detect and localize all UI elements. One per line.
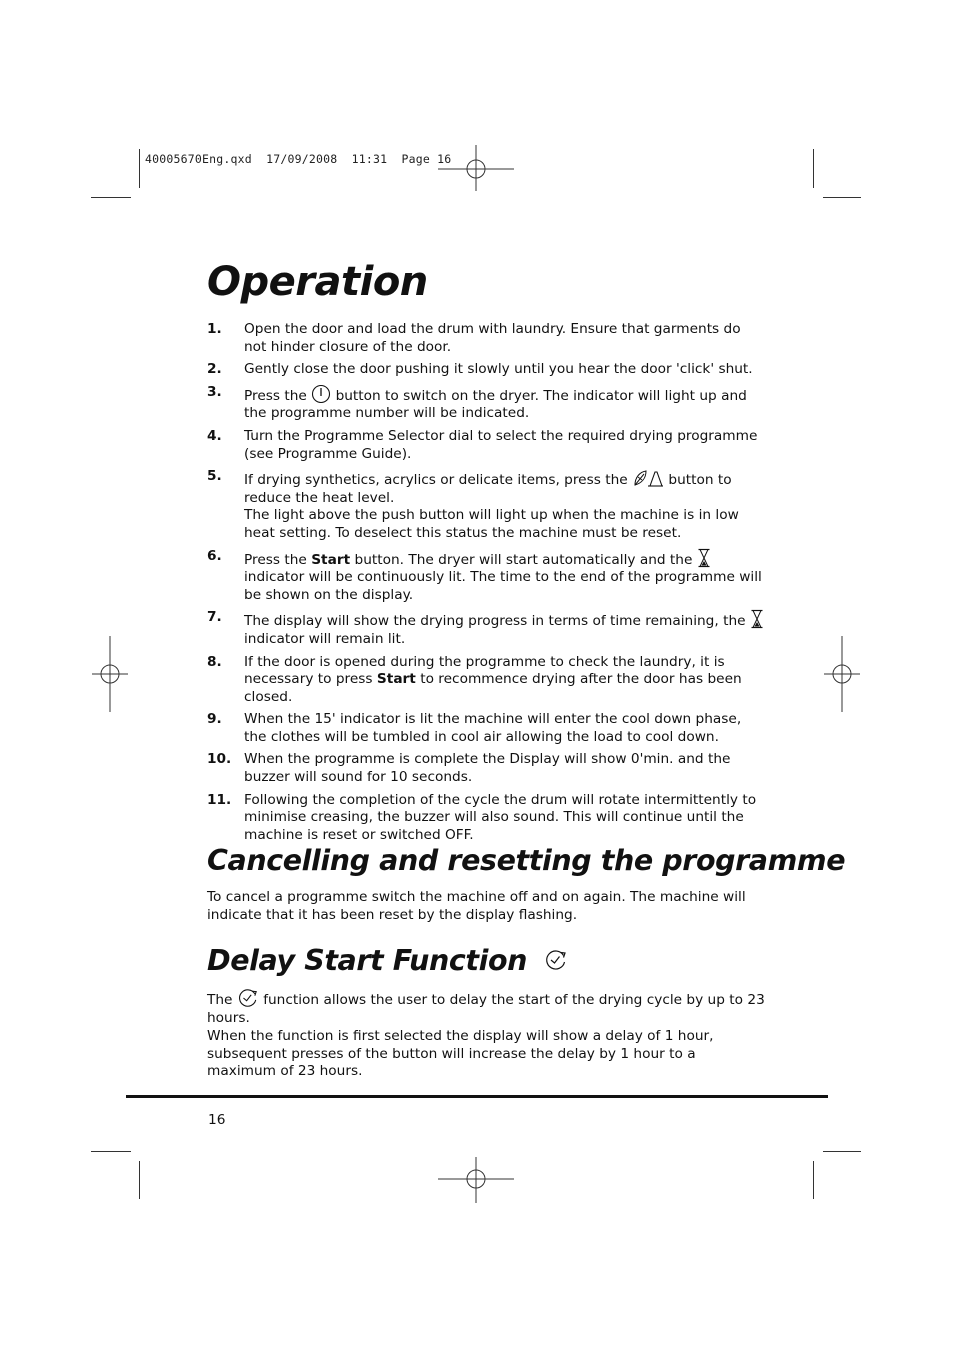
delay-text-2: When the function is first selected the display will show a delay of 1 hour, subsequent presses of the button will increase the delay by 1 hour to a maximum of 23 hours. — [207, 1028, 714, 1080]
step-number: 4. — [207, 427, 222, 444]
step-number: 3. — [207, 383, 222, 400]
step-text: The display will show the drying progress in terms of time remaining, the — [244, 613, 746, 630]
step-text: Press the — [244, 551, 307, 568]
step-text: When the 15' indicator is lit the machine will enter the cool down phase, the clothes will be tumbled in cool air allowing the load to cool down. — [244, 711, 742, 745]
list-item — [207, 548, 767, 605]
step-text: Open the door and load the drum with laundry. Ensure that garments do not hinder closure of the door. — [244, 321, 741, 355]
list-item — [207, 321, 767, 356]
cancel-heading: Cancelling and resetting the programme — [207, 844, 846, 877]
step-number: 10. — [207, 751, 232, 768]
step-text: If the door is opened during the programme to check the laundry, it is necessary to press — [244, 653, 725, 688]
delay-heading: Delay Start Function — [207, 944, 528, 977]
crop-mark — [823, 197, 861, 198]
hourglass-icon — [697, 548, 711, 568]
list-item — [207, 751, 767, 786]
delay-text-1 — [207, 988, 767, 1027]
power-button-icon — [311, 384, 331, 404]
list-item — [207, 428, 767, 463]
crop-mark — [91, 1151, 131, 1152]
low-heat-icon — [632, 468, 664, 488]
step-text: The light above the push button will light up when the machine is in low heat setting. To deselect this status the machine must be reset. — [244, 507, 739, 541]
registration-crosshair-icon — [72, 636, 148, 712]
crop-mark — [91, 197, 131, 198]
list-item — [207, 609, 767, 648]
step-text: If drying synthetics, acrylics or delicate items, press the — [244, 472, 628, 489]
step-text: to recommence drying after the door has been closed. — [244, 671, 742, 705]
list-item — [207, 654, 767, 707]
delay-text: function allows the user to delay the start of the drying cycle by up to 23 hours. — [207, 992, 765, 1026]
footer-rule — [126, 1095, 828, 1098]
list-item — [207, 361, 767, 379]
crop-mark — [139, 1161, 140, 1199]
list-item — [207, 468, 767, 542]
step-text: indicator will be continuously lit. The time to the end of the programme will be shown on the display. — [244, 569, 762, 603]
step-text: Turn the Programme Selector dial to select the required drying programme (see Programme Guide). — [244, 427, 758, 462]
registration-crosshair-icon — [804, 636, 880, 712]
list-item — [207, 384, 767, 423]
crop-mark — [813, 1161, 814, 1199]
step-text: button to switch on the dryer. The indicator will light up and the programme number will be indicated. — [244, 387, 747, 422]
operation-steps — [207, 321, 767, 849]
step-text: indicator will remain lit. — [244, 630, 406, 647]
step-number: 7. — [207, 609, 222, 626]
hourglass-icon — [750, 609, 764, 629]
start-keyword: Start — [311, 551, 351, 568]
crop-mark — [823, 1151, 861, 1152]
start-keyword: Start — [376, 671, 416, 688]
registration-crosshair-icon — [438, 1141, 514, 1217]
registration-crosshair-icon — [438, 131, 514, 207]
delay-clock-icon — [237, 988, 259, 1008]
page-title: Operation — [207, 259, 428, 305]
step-number: 9. — [207, 711, 222, 728]
step-text: When the programme is complete the Display will show 0'min. and the buzzer will sound for 10 seconds. — [244, 751, 731, 786]
delay-text: The — [207, 992, 233, 1008]
crop-mark — [139, 149, 140, 188]
step-text: Following the completion of the cycle the drum will rotate intermittently to minimise creasing, the buzzer will also sound. This will continue until the machine is reset or switched OFF. — [244, 791, 757, 843]
cancel-text: To cancel a programme switch the machine off and on again. The machine will indicate that it has been reset by the display flashing. — [207, 889, 746, 923]
step-number: 1. — [207, 321, 222, 337]
delay-clock-icon — [544, 949, 568, 971]
step-text: Press the — [244, 387, 307, 404]
step-number: 11. — [207, 791, 232, 808]
print-slug: 40005670Eng.qxd 17/09/2008 11:31 Page 16 — [145, 152, 452, 166]
step-number: 8. — [207, 653, 222, 670]
step-text: Gently close the door pushing it slowly until you hear the door 'click' shut. — [244, 361, 753, 378]
step-number: 6. — [207, 547, 222, 564]
page-number: 16 — [208, 1112, 226, 1128]
list-item — [207, 792, 767, 845]
step-text: button to reduce the heat level. — [244, 472, 732, 506]
list-item — [207, 711, 767, 746]
step-text: button. The dryer will start automatically and the — [354, 551, 693, 568]
crop-mark — [813, 149, 814, 188]
step-number: 2. — [207, 361, 222, 378]
delay-heading-row — [207, 943, 568, 979]
step-number: 5. — [207, 468, 222, 485]
